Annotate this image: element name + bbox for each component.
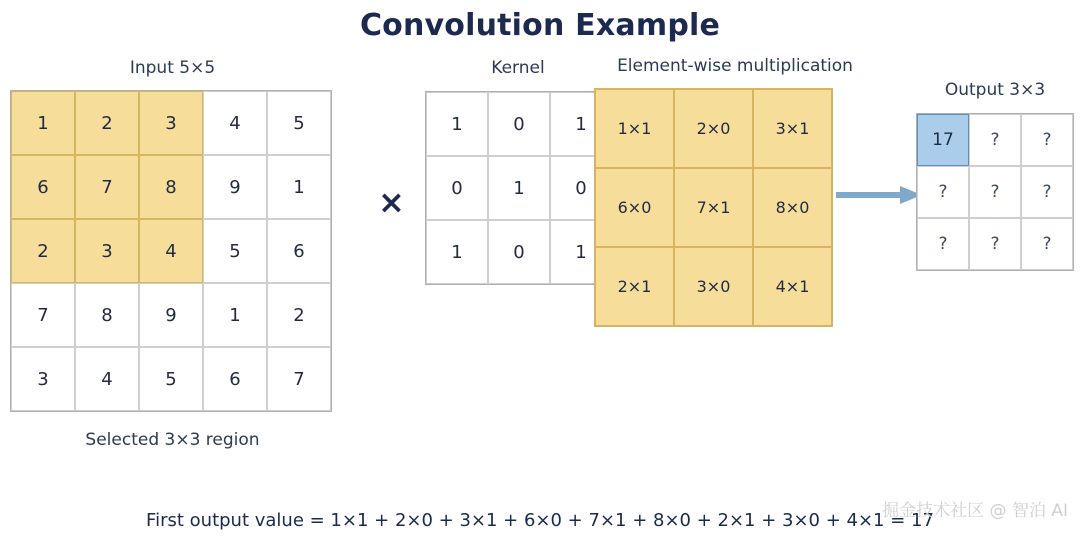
input-cell: 4 [203,91,267,155]
kernel-label: Kernel [491,58,545,78]
output-cell: ? [1021,218,1073,270]
output-cell: ? [969,114,1021,166]
elementwise-cell: 7×1 [674,168,753,247]
input-cell: 2 [75,91,139,155]
elementwise-matrix [594,88,833,327]
elementwise-cell: 6×0 [595,168,674,247]
input-cell: 9 [203,155,267,219]
input-cell: 5 [267,91,331,155]
input-cell: 1 [11,91,75,155]
input-cell: 3 [75,219,139,283]
kernel-cell: 1 [550,220,612,284]
elementwise-cell: 1×1 [595,89,674,168]
output-cell: ? [1021,166,1073,218]
input-cell: 1 [267,155,331,219]
kernel-cell: 0 [488,92,550,156]
input-cell: 9 [139,283,203,347]
input-cell: 7 [75,155,139,219]
input-matrix-label: Input 5×5 [129,58,216,78]
kernel-cell: 1 [550,92,612,156]
input-matrix [10,90,332,412]
input-cell: 4 [139,219,203,283]
input-cell: 5 [139,347,203,411]
output-cell: ? [969,166,1021,218]
page-title: Convolution Example [359,8,721,43]
kernel-cell: 0 [550,156,612,220]
kernel-cell: 1 [426,92,488,156]
elementwise-cell: 4×1 [753,247,832,326]
input-cell: 1 [203,283,267,347]
multiplication-sign: × [378,183,405,221]
input-cell: 6 [11,155,75,219]
input-cell: 2 [11,219,75,283]
kernel-cell: 0 [426,156,488,220]
input-cell: 6 [267,219,331,283]
output-cell: ? [969,218,1021,270]
elementwise-cell: 2×1 [595,247,674,326]
input-cell: 8 [75,283,139,347]
input-cell: 3 [11,347,75,411]
output-first-cell: 17 [917,114,969,166]
kernel-cell: 1 [426,220,488,284]
kernel-cell: 1 [488,156,550,220]
kernel-matrix [425,91,613,285]
output-cell: ? [1021,114,1073,166]
input-cell: 8 [139,155,203,219]
input-cell: 3 [139,91,203,155]
arrow-icon [836,186,922,204]
formula-text: First output value = 1×1 + 2×0 + 3×1 + 6×0 + 7×1 + 8×0 + 2×1 + 3×0 + 4×1 = 17 [146,510,934,531]
output-cell: ? [917,218,969,270]
elementwise-cell: 2×0 [674,89,753,168]
output-matrix-label: Output 3×3 [944,80,1046,100]
elementwise-cell: 3×0 [674,247,753,326]
elementwise-cell: 3×1 [753,89,832,168]
output-cell: ? [917,166,969,218]
input-cell: 7 [267,347,331,411]
input-cell: 4 [75,347,139,411]
input-cell: 5 [203,219,267,283]
elementwise-cell: 8×0 [753,168,832,247]
output-matrix [916,113,1074,271]
input-cell: 7 [11,283,75,347]
watermark: 掘金技术社区 @ 智泊 AI [882,501,1068,521]
input-cell: 6 [203,347,267,411]
elementwise-label: Element-wise multiplication [617,56,853,76]
selected-region-label: Selected 3×3 region [85,430,260,450]
input-cell: 2 [267,283,331,347]
kernel-cell: 0 [488,220,550,284]
